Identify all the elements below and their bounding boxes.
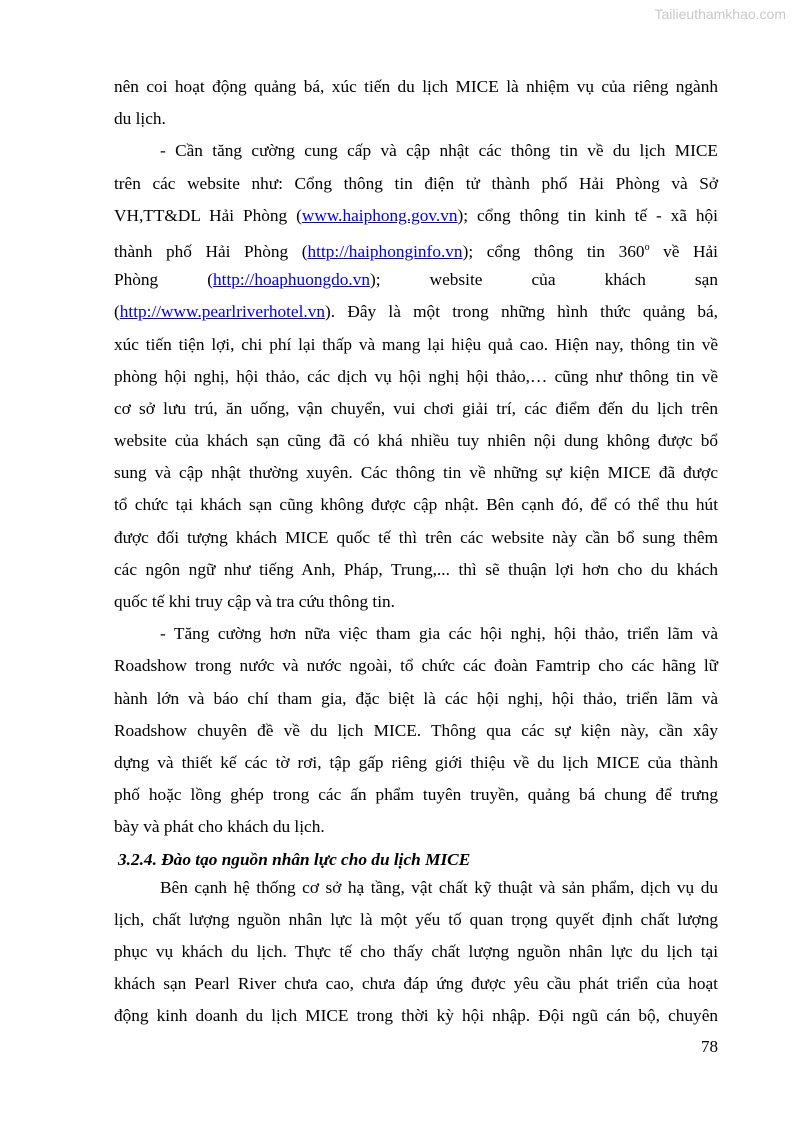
text-line	[114, 298, 718, 330]
text-line: các ngôn ngữ như tiếng Anh, Pháp, Trung,... thì sẽ thuận lợi hơn cho du khách	[114, 559, 718, 579]
link-pearlriverhotel[interactable]: http://www.pearlriverhotel.vn	[119, 302, 326, 322]
text: Phòng	[114, 270, 159, 290]
text: (	[114, 302, 120, 322]
text: khách	[604, 270, 646, 290]
watermark: Tailieuthamkhao.com	[654, 6, 786, 22]
text-line	[114, 266, 718, 298]
text-line: phố hoặc lồng ghép trong các ấn phẩm tuyên truyền, quảng bá chung để trưng	[114, 785, 718, 805]
text-line: lịch, chất lượng nguồn nhân lực là một yếu tố quan trọng quyết định chất lượng	[114, 909, 718, 929]
text-line: động kinh doanh du lịch MICE trong thời kỳ hội nhập. Đội ngũ cán bộ, chuyên	[114, 1006, 718, 1026]
text-line: du lịch.	[114, 109, 166, 129]
text-line: Bên cạnh hệ thống cơ sở hạ tầng, vật chất kỹ thuật và sản phẩm, dịch vụ du	[160, 877, 718, 897]
link-haiphonginfo[interactable]: http://haiphonginfo.vn	[307, 241, 463, 261]
link-haiphong-gov[interactable]: www.haiphong.gov.vn	[301, 205, 458, 225]
text-line: dựng và thiết kế các tờ rơi, tập gấp riêng giới thiệu về du lịch MICE của thành	[114, 752, 718, 772]
link-hoaphuongdo[interactable]: http://hoaphuongdo.vn	[213, 270, 370, 290]
text-line: website của khách sạn cũng đã có khá nhiều tuy nhiên nội dung không được bổ	[114, 431, 718, 451]
text-line: tổ chức tại khách sạn cũng không được cập nhật. Bên cạnh đó, để có thể thu hút	[114, 495, 718, 515]
document-body	[114, 73, 718, 1034]
text-line	[114, 202, 718, 234]
text-line: xúc tiến tiện lợi, chi phí lại thấp và mang lại hiệu quả cao. Hiện nay, thông tin về	[114, 334, 718, 354]
text-line	[114, 234, 718, 266]
text-line: quốc tế khi truy cập và tra cứu thông tin.	[114, 592, 395, 611]
text-line: Roadshow chuyên đề về du lịch MICE. Thông qua các sự kiện này, cần xây	[114, 720, 718, 740]
text-line: cơ sở lưu trú, ăn uống, vận chuyển, vui chơi giải trí, các điểm đến du lịch trên	[114, 398, 718, 418]
text: (http://hoaphuongdo.vn);	[207, 270, 381, 290]
text: ); cổng thông tin 360	[462, 241, 645, 261]
section-heading: 3.2.4. Đào tạo nguồn nhân lực cho du lịch MICE	[118, 849, 471, 869]
text-line: Roadshow trong nước và nước ngoài, tổ chức các đoàn Famtrip cho các hãng lữ	[114, 656, 718, 676]
text-line: trên các website như: Cổng thông tin điện tử thành phố Hải Phòng và Sở	[114, 173, 718, 193]
text-line: phục vụ khách du lịch. Thực tế cho thấy chất lượng nguồn nhân lực du lịch tại	[114, 941, 718, 961]
text-line: sung và cập nhật thường xuyên. Các thông tin về những sự kiện MICE đã được	[114, 463, 718, 483]
text-line: khách sạn Pearl River chưa cao, chưa đáp ứng được yêu cầu phát triển của hoạt	[114, 974, 718, 994]
text-line: bày và phát cho khách du lịch.	[114, 817, 325, 837]
page-number: 78	[701, 1037, 718, 1056]
text: về Hải	[649, 241, 718, 261]
text-line: - Tăng cường hơn nữa việc tham gia các hội nghị, hội thảo, triển lãm và	[160, 624, 718, 644]
text: ). Đây là một trong những hình thức quảng bá,	[325, 302, 718, 322]
text-line: hành lớn và báo chí tham gia, đặc biệt là các hội nghị, hội thảo, triển lãm và	[114, 688, 718, 708]
text-line: nên coi hoạt động quảng bá, xúc tiến du lịch MICE là nhiệm vụ của riêng ngành	[114, 77, 718, 96]
text: thành phố Hải Phòng (	[114, 241, 308, 261]
text: ); cổng thông tin kinh tế - xã hội	[457, 205, 718, 225]
text: website	[429, 270, 483, 290]
text-line: - Cần tăng cường cung cấp và cập nhật các thông tin về du lịch MICE	[160, 141, 718, 161]
text: VH,TT&DL Hải Phòng (	[114, 205, 302, 225]
text: của	[531, 270, 556, 290]
text-line: phòng hội nghị, hội thảo, các dịch vụ hội nghị hội thảo,… cũng như thông tin về	[114, 366, 718, 386]
text-line: được đối tượng khách MICE quốc tế thì trên các website này cần bổ sung thêm	[114, 527, 718, 547]
text: sạn	[694, 270, 718, 290]
degree-sup: o	[644, 241, 650, 253]
